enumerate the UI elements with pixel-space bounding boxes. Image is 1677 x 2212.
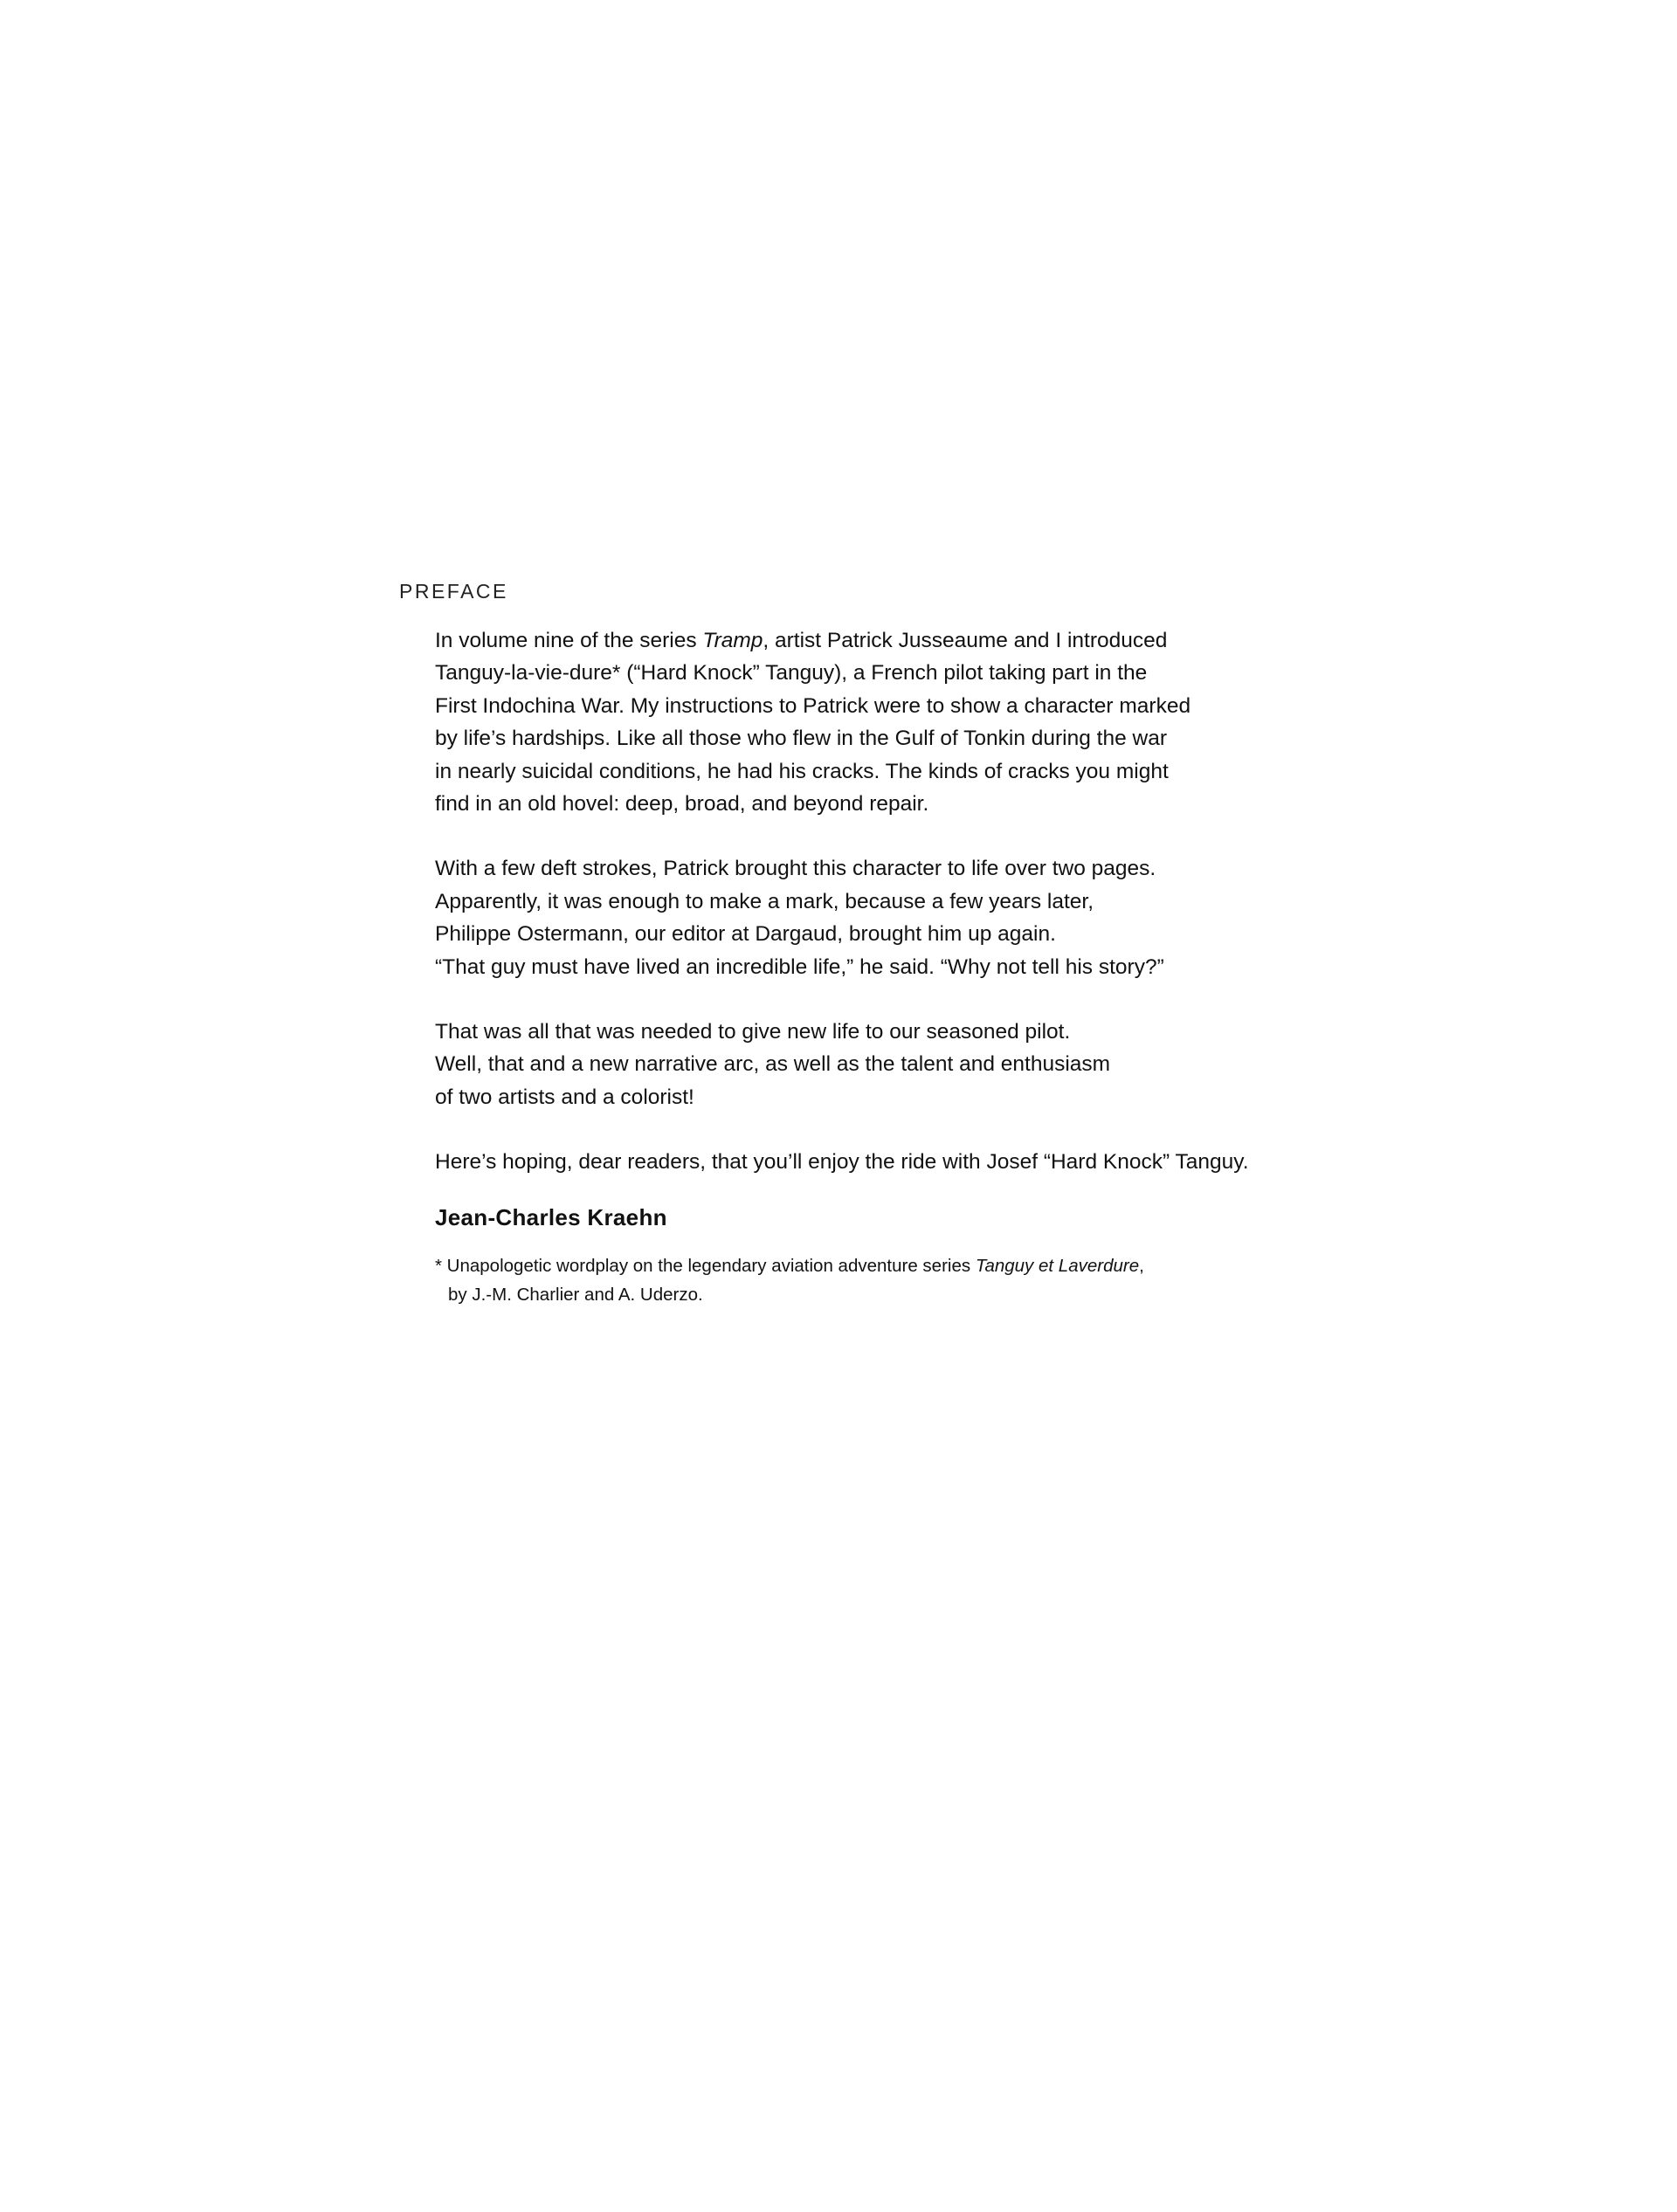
text-line: by life’s hardships. Like all those who flew in the Gulf of Tonkin during the war (435, 727, 1168, 751)
text-line: find in an old hovel: deep, broad, and beyond repair. (435, 792, 929, 817)
text-line: Philippe Ostermann, our editor at Dargaud, brought him up again. (435, 922, 1056, 947)
text-line: Tanguy-la-vie-dure* (“Hard Knock” Tanguy), a French pilot taking part in the (435, 661, 1148, 686)
footnote-line: by J.-M. Charlier and A. Uderzo. (448, 1285, 703, 1306)
author-signature: Jean-Charles Kraehn (435, 1203, 667, 1230)
text-line: Well, that and a new narrative arc, as well as the talent and enthusiasm (435, 1052, 1111, 1077)
footnote-line: * Unapologetic wordplay on the legendary aviation adventure series Tanguy et Laverdure, (435, 1255, 1144, 1276)
footnote (435, 1251, 1308, 1310)
text-line: Apparently, it was enough to make a mark, because a few years later, (435, 889, 1094, 913)
text-line: That was all that was needed to give new life to our seasoned pilot. (435, 1020, 1071, 1044)
preface-body (435, 624, 1308, 1310)
paragraph-1 (435, 624, 1308, 820)
text-line: in nearly suicidal conditions, he had his cracks. The kinds of cracks you might (435, 759, 1169, 783)
text-line: With a few deft strokes, Patrick brought this character to life over two pages. (435, 857, 1156, 881)
text-line: First Indochina War. My instructions to Patrick were to show a character marked (435, 693, 1191, 718)
series-title: Tramp (702, 629, 763, 652)
paragraph-4 (435, 1146, 1308, 1178)
text-line: Here’s hoping, dear readers, that you’ll enjoy the ride with Josef “Hard Knock” Tanguy. (435, 1150, 1249, 1175)
referenced-series-title: Tanguy et Laverdure (975, 1255, 1140, 1276)
text-line: of two artists and a colorist! (435, 1085, 694, 1109)
paragraph-3 (435, 1016, 1308, 1113)
paragraph-2 (435, 852, 1308, 983)
text-line: In volume nine of the series Tramp, artist Patrick Jusseaume and I introduced (435, 629, 1168, 652)
section-heading: PREFACE (399, 580, 508, 603)
text-line: “That guy must have lived an incredible life,” he said. “Why not tell his story?” (435, 954, 1164, 979)
